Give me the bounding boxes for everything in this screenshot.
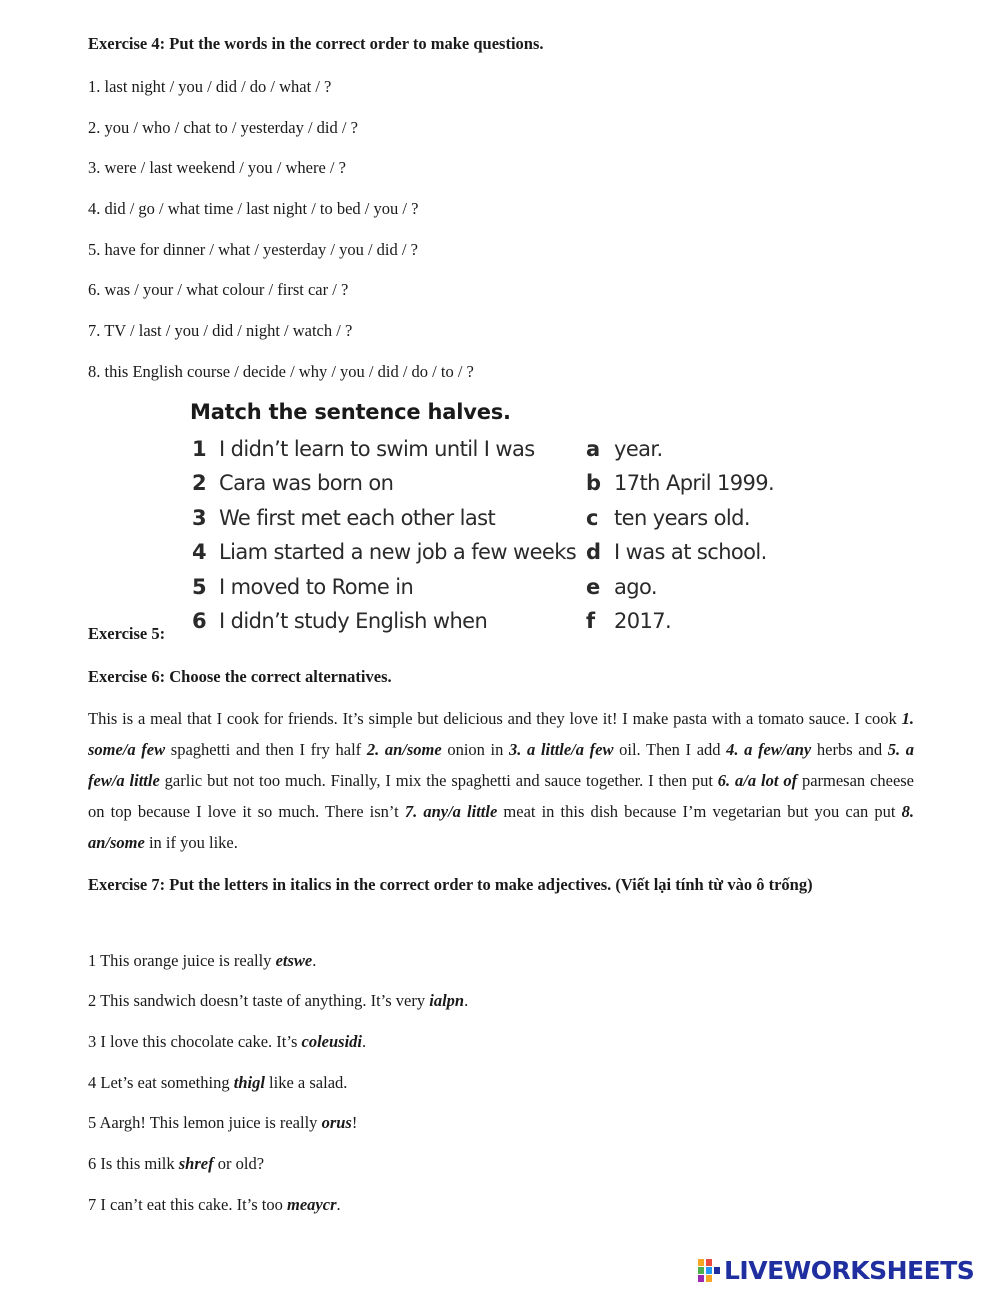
exercise-7-item (88, 1032, 366, 1052)
match-number: 3 (192, 506, 207, 530)
item-text: 3 I love this chocolate cake. It’s (88, 1032, 302, 1051)
exercise-7-item (88, 1113, 357, 1133)
exercise-5-label: Exercise 5: (88, 624, 166, 643)
alternative-choice: 2. an/some (366, 740, 442, 759)
match-number: 2 (192, 471, 207, 495)
exercise-7-title: Exercise 7: Put the letters in italics in the correct order to make adjectives. (Viết lại tính từ vào ô trống) (88, 875, 813, 894)
match-first-half: I moved to Rome in (219, 575, 414, 599)
exercise-7-item (88, 1154, 264, 1174)
alternative-choice: 4. a few/any (726, 740, 812, 759)
item-text: . (312, 951, 317, 970)
alternative-choice: 1. some/a few (88, 709, 914, 759)
scrambled-word: thigl (233, 1073, 265, 1092)
alternative-choice: 7. any/a little (404, 802, 498, 821)
paragraph-text: meat in this dish because I’m vegetarian but you can put (497, 802, 902, 821)
exercise-4-item: 5. have for dinner / what / yesterday / you / did / ? (88, 240, 418, 259)
exercise-4-item: 6. was / your / what colour / first car / ? (88, 280, 349, 299)
exercise-6-title: Exercise 6: Choose the correct alternatives. (88, 667, 392, 686)
match-letter: e (586, 575, 600, 599)
liveworksheets-logo[interactable] (698, 1256, 994, 1286)
match-number: 6 (192, 609, 207, 633)
paragraph-text: oil. Then I add (613, 740, 727, 759)
match-number: 5 (192, 575, 207, 599)
match-second-half: ten years old. (614, 506, 750, 530)
logo-text: LIVEWORKSHEETS (724, 1256, 975, 1285)
match-row (0, 506, 1000, 540)
paragraph-text: This is a meal that I cook for friends. It’s simple but delicious and they love it! I make pasta with a tomato sauce. I cook (88, 709, 902, 728)
item-text: 4 Let’s eat something (88, 1073, 234, 1092)
match-first-half: Cara was born on (219, 471, 394, 495)
match-title: Match the sentence halves. (190, 400, 511, 424)
item-text: 1 This orange juice is really (88, 951, 276, 970)
paragraph-text: onion in (441, 740, 510, 759)
item-text: 6 Is this milk (88, 1154, 179, 1173)
alternative-choice: 6. a/a lot of (717, 771, 798, 790)
scrambled-word: coleusidi (301, 1032, 363, 1051)
item-text: . (336, 1195, 341, 1214)
scrambled-word: shref (178, 1154, 214, 1173)
exercise-4-item: 7. TV / last / you / did / night / watch / ? (88, 321, 353, 340)
scrambled-word: ialpn (429, 991, 465, 1010)
scrambled-word: etswe (275, 951, 313, 970)
match-number: 1 (192, 437, 207, 461)
item-text: or old? (213, 1154, 265, 1173)
alternative-choice: 5. a few/a little (88, 740, 914, 790)
exercise-7-item (88, 1073, 347, 1093)
item-text: 2 This sandwich doesn’t taste of anything. It’s very (88, 991, 430, 1010)
item-text: . (464, 991, 469, 1010)
paragraph-text: garlic but not too much. Finally, I mix the spaghetti and sauce together. I then put (159, 771, 718, 790)
item-text: 5 Aargh! This lemon juice is really (88, 1113, 322, 1132)
exercise-7-item (88, 1195, 341, 1215)
exercise-4-item: 4. did / go / what time / last night / to bed / you / ? (88, 199, 419, 218)
item-text: ! (351, 1113, 358, 1132)
match-second-half: 2017. (614, 609, 672, 633)
match-first-half: We first met each other last (219, 506, 496, 530)
exercise-4-item: 3. were / last weekend / you / where / ? (88, 158, 346, 177)
match-row (0, 540, 1000, 574)
alternative-choice: 8. an/some (88, 802, 914, 852)
match-letter: d (586, 540, 601, 564)
exercise-7-item (88, 991, 468, 1011)
match-second-half: ago. (614, 575, 657, 599)
match-second-half: year. (614, 437, 663, 461)
match-letter: a (586, 437, 600, 461)
match-letter: f (586, 609, 595, 633)
exercise-4-title: Exercise 4: Put the words in the correct order to make questions. (88, 34, 544, 53)
paragraph-text: herbs and (811, 740, 888, 759)
scrambled-word: orus (321, 1113, 352, 1132)
item-text: . (362, 1032, 367, 1051)
match-letter: b (586, 471, 601, 495)
match-row (0, 471, 1000, 505)
match-row (0, 575, 1000, 609)
item-text: like a salad. (264, 1073, 348, 1092)
logo-grid-icon (698, 1259, 720, 1283)
item-text: 7 I can’t eat this cake. It’s too (88, 1195, 288, 1214)
match-row (0, 437, 1000, 471)
match-second-half: I was at school. (614, 540, 767, 564)
alternative-choice: 3. a little/a few (509, 740, 614, 759)
paragraph-text: in if you like. (144, 833, 238, 852)
exercise-6-paragraph (88, 703, 914, 858)
match-first-half: Liam started a new job a few weeks (219, 540, 577, 564)
scrambled-word: meaycr (287, 1195, 337, 1214)
exercise-7-item (88, 951, 316, 971)
exercise-4-item: 1. last night / you / did / do / what / ? (88, 77, 332, 96)
exercise-4-item: 2. you / who / chat to / yesterday / did / ? (88, 118, 358, 137)
paragraph-text: spaghetti and then I fry half (165, 740, 367, 759)
match-second-half: 17th April 1999. (614, 471, 775, 495)
match-first-half: I didn’t study English when (219, 609, 488, 633)
match-number: 4 (192, 540, 207, 564)
match-first-half: I didn’t learn to swim until I was (219, 437, 535, 461)
exercise-4-item: 8. this English course / decide / why / you / did / do / to / ? (88, 362, 474, 381)
paragraph-text: parmesan cheese on top because I love it so much. There isn’t (88, 771, 915, 821)
match-letter: c (586, 506, 598, 530)
